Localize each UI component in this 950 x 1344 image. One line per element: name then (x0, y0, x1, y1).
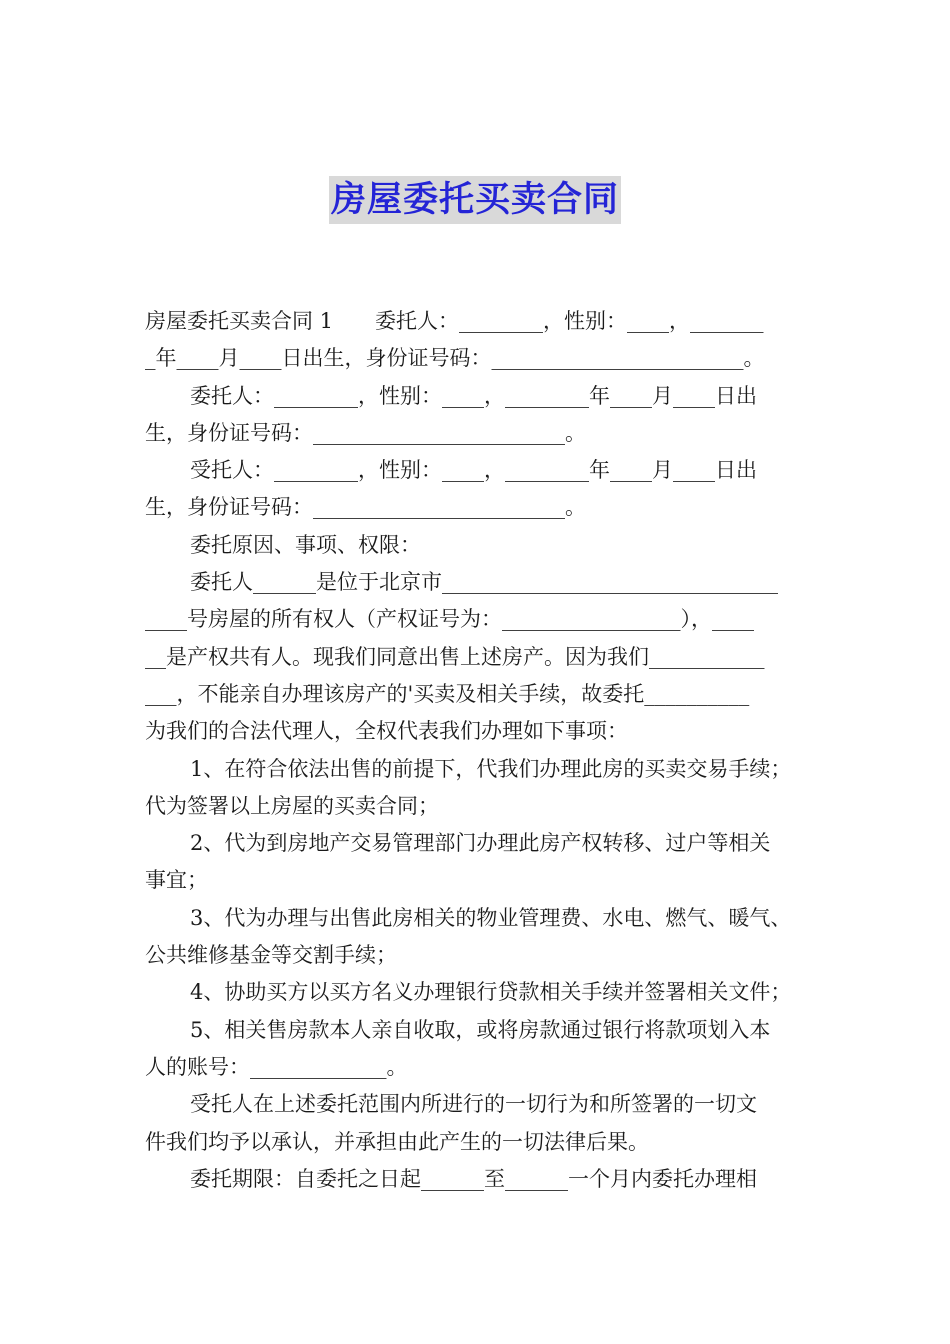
text-line: 件我们均予以承认，并承担由此产生的一切法律后果。 (145, 1129, 649, 1154)
text-line: ____号房屋的所有权人（产权证号为：_________________），____ (145, 607, 754, 632)
text-line: 事宜； (145, 868, 208, 893)
text-line: 4、协助买方以买方名义办理银行贷款相关手续并签署相关文件； (190, 980, 792, 1005)
text-line: 委托人______是位于北京市________________________________ (190, 570, 778, 595)
text-line: 代为签署以上房屋的买卖合同； (145, 793, 439, 818)
text-line: 为我们的合法代理人，全权代表我们办理如下事项： (145, 719, 628, 744)
text-line: ___，不能亲自办理该房产的'买卖及相关手续，故委托__________ (145, 681, 750, 706)
title-container (0, 176, 950, 224)
text-line: 2、代为到房地产交易管理部门办理此房产权转移、过户等相关 (190, 831, 771, 856)
text-line: 生，身份证号码：________________________。 (145, 420, 586, 445)
text-line: 委托原因、事项、权限： (190, 532, 421, 557)
text-line: 房屋委托买卖合同 1 委托人：________，性别：____，_______ (145, 309, 764, 333)
document-body (145, 303, 810, 1198)
text-line: 受托人：________，性别：____，________年____月____日出 (190, 458, 757, 483)
text-line: _年____月____日出生，身份证号码：________________________。 (145, 346, 765, 371)
text-line: 生，身份证号码：________________________。 (145, 495, 586, 520)
text-line: 5、相关售房款本人亲自收取，或将房款通过银行将款项划入本 (190, 1017, 771, 1042)
text-line: 委托人：________，性别：____，________年____月____日出 (190, 383, 757, 408)
text-line: 人的账号：_____________。 (145, 1054, 408, 1079)
text-line: __是产权共有人。现我们同意出售上述房产。因为我们___________ (145, 644, 765, 669)
text-line: 受托人在上述委托范围内所进行的一切行为和所签署的一切文 (190, 1092, 757, 1117)
text-line: 1、在符合依法出售的前提下，代我们办理此房的买卖交易手续； (190, 756, 792, 781)
document-title: 房屋委托买卖合同 (329, 176, 621, 224)
text-line: 公共维修基金等交割手续； (145, 943, 397, 968)
text-line: 3、代为办理与出售此房相关的物业管理费、水电、燃气、暖气、 (190, 905, 792, 930)
text-line: 委托期限：自委托之日起______至______一个月内委托办理相 (190, 1166, 757, 1191)
